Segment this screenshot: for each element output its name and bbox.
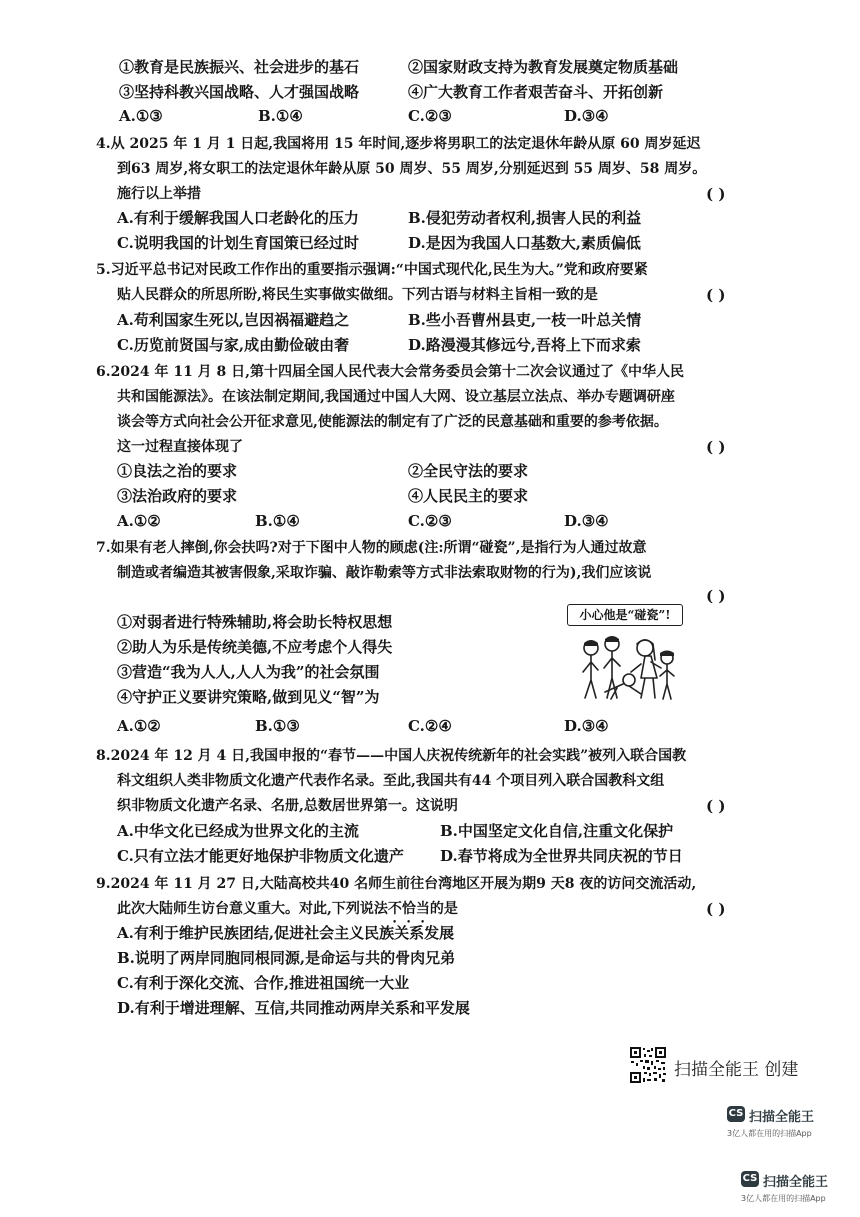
camscanner-app-name: 扫描全能王	[749, 1110, 815, 1125]
camscanner-logo-icon: CS	[727, 1106, 745, 1122]
q7-answer-blank: ( )	[706, 587, 726, 605]
q6-item-3: ③法治政府的要求	[117, 487, 238, 505]
q8-option-b: B.中国坚定文化自信,注重文化保护	[440, 822, 674, 840]
q7-item-4: ④守护正义要讲究策略,做到见义“智”为	[117, 688, 380, 706]
q4-stem-line-1: 4.从 2025 年 1 月 1 日起,我国将用 15 年时间,逐步将男职工的法定退休年龄从原 60 周岁延迟	[96, 136, 701, 152]
camscanner-logo-icon-bottom: CS	[741, 1171, 759, 1187]
q3-item-4: ④广大教育工作者艰苦奋斗、开拓创新	[408, 83, 664, 101]
qr-code-icon	[629, 1046, 667, 1084]
q6-answer-blank: ( )	[706, 438, 726, 456]
q3-item-3: ③坚持科教兴国战略、人才强国战略	[119, 83, 360, 101]
q7-stem-line-2: 制造或者编造其被害假象,采取诈骗、敲诈勒索等方式非法索取财物的行为),我们应该说	[117, 565, 652, 581]
q7-item-3: ③营造“我为人人,人人为我”的社会氛围	[117, 663, 380, 681]
q3-option-a: A.①③	[119, 107, 163, 125]
q6-item-4: ④人民民主的要求	[408, 487, 529, 505]
q6-option-d: D.③④	[564, 512, 609, 530]
q9-answer-blank: ( )	[706, 900, 726, 918]
q7-item-1: ①对弱者进行特殊辅助,将会助长特权思想	[117, 613, 393, 631]
q7-stem-line-1: 7.如果有老人摔倒,你会扶吗?对于下图中人物的顾虑(注:所谓“碰瓷”,是指行为人通过故意	[96, 540, 647, 556]
q8-option-a: A.中华文化已经成为世界文化的主流	[117, 822, 359, 840]
q6-item-1: ①良法之治的要求	[117, 462, 238, 480]
q3-option-c: C.②③	[408, 107, 452, 125]
q8-stem-line-1: 8.2024 年 12 月 4 日,我国申报的“春节——中国人庆祝传统新年的社会实践”被列入联合国教	[96, 748, 687, 764]
q4-option-d: D.是因为我国人口基数大,素质偏低	[408, 234, 641, 252]
scanner-created-label: 扫描全能王 创建	[674, 1060, 799, 1080]
q5-stem-line-1: 5.习近平总书记对民政工作作出的重要指示强调:“中国式现代化,民生为大。”党和政府要紧	[96, 262, 648, 278]
q5-option-b: B.些小吾曹州县吏,一枝一叶总关情	[408, 311, 642, 329]
q6-option-c: C.②③	[408, 512, 452, 530]
q5-option-c: C.历览前贤国与家,成由勤俭破由奢	[117, 336, 350, 354]
q4-option-b: B.侵犯劳动者权利,损害人民的利益	[408, 209, 642, 227]
q6-item-2: ②全民守法的要求	[408, 462, 529, 480]
camscanner-app-name-bottom: 扫描全能王	[763, 1175, 829, 1190]
q8-stem-line-2: 科文组织人类非物质文化遗产代表作名录。至此,我国共有44 个项目列入联合国教科文组	[117, 773, 665, 789]
q9-stem-line-2-post: 的是	[429, 901, 458, 917]
q9-option-d: D.有利于增进理解、互信,共同推动两岸关系和平发展	[117, 999, 470, 1017]
q8-answer-blank: ( )	[706, 797, 726, 815]
q3-option-d: D.③④	[564, 107, 609, 125]
q7-option-b: B.①③	[255, 717, 300, 735]
q6-stem-line-4: 这一过程直接体现了	[117, 439, 243, 455]
q5-option-d: D.路漫漫其修远兮,吾将上下而求索	[408, 336, 641, 354]
q6-option-a: A.①②	[117, 512, 161, 530]
q6-stem-line-3: 谈会等方式向社会公开征求意见,使能源法的制定有了广泛的民意基础和重要的参考依据。	[117, 414, 668, 430]
q3-option-b: B.①④	[258, 107, 303, 125]
q7-item-2: ②助人为乐是传统美德,不应考虑个人得失	[117, 638, 393, 656]
q4-option-c: C.说明我国的计划生育国策已经过时	[117, 234, 359, 252]
q6-stem-line-1: 6.2024 年 11 月 8 日,第十四届全国人民代表大会常务委员会第十二次会议通过了《中华人民	[96, 364, 685, 380]
q4-stem-line-2: 到63 周岁,将女职工的法定退休年龄从原 50 周岁、55 周岁,分别延迟到 55 周岁、58 周岁。	[117, 161, 707, 177]
q7-option-c: C.②④	[408, 717, 452, 735]
q8-option-c: C.只有立法才能更好地保护非物质文化遗产	[117, 847, 404, 865]
q7-option-a: A.①②	[117, 717, 161, 735]
camscanner-tagline: 3亿人都在用的扫描App	[727, 1129, 812, 1138]
q9-emphasis-word: 不恰当	[387, 901, 430, 917]
q6-stem-line-2: 共和国能源法》。在该法制定期间,我国通过中国人大网、设立基层立法点、举办专题调研座	[117, 389, 675, 405]
q4-stem-line-3: 施行以上举措	[117, 186, 201, 202]
q3-item-1: ①教育是民族振兴、社会进步的基石	[119, 58, 360, 76]
q3-item-2: ②国家财政支持为教育发展奠定物质基础	[408, 58, 679, 76]
q8-stem-line-3: 织非物质文化遗产名录、名册,总数居世界第一。这说明	[117, 798, 458, 814]
q7-option-d: D.③④	[564, 717, 609, 735]
q6-option-b: B.①④	[255, 512, 300, 530]
cartoon-caption: 小心他是“碰瓷”!	[567, 604, 683, 626]
q5-option-a: A.苟利国家生死以,岂因祸福避趋之	[117, 311, 350, 329]
q9-option-c: C.有利于深化交流、合作,推进祖国统一大业	[117, 974, 410, 992]
q5-answer-blank: ( )	[706, 286, 726, 304]
q8-option-d: D.春节将成为全世界共同庆祝的节日	[440, 847, 683, 865]
q9-stem-line-2-pre: 此次大陆师生访台意义重大。对此,下列说法	[117, 901, 388, 917]
q9-option-b: B.说明了两岸同胞同根同源,是命运与共的骨肉兄弟	[117, 949, 456, 967]
q4-answer-blank: ( )	[706, 185, 726, 203]
q4-option-a: A.有利于缓解我国人口老龄化的压力	[117, 209, 359, 227]
q9-stem-line-1: 9.2024 年 11 月 27 日,大陆高校共40 名师生前往台湾地区开展为期9 天8 夜的访问交流活动,	[96, 876, 697, 892]
q5-stem-line-2: 贴人民群众的所思所盼,将民生实事做实做细。下列古语与材料主旨相一致的是	[117, 287, 598, 303]
camscanner-tagline-bottom: 3亿人都在用的扫描App	[741, 1194, 826, 1203]
q9-stem-line-2	[117, 899, 458, 926]
q9-option-a: A.有利于维护民族团结,促进社会主义民族关系发展	[117, 924, 455, 942]
